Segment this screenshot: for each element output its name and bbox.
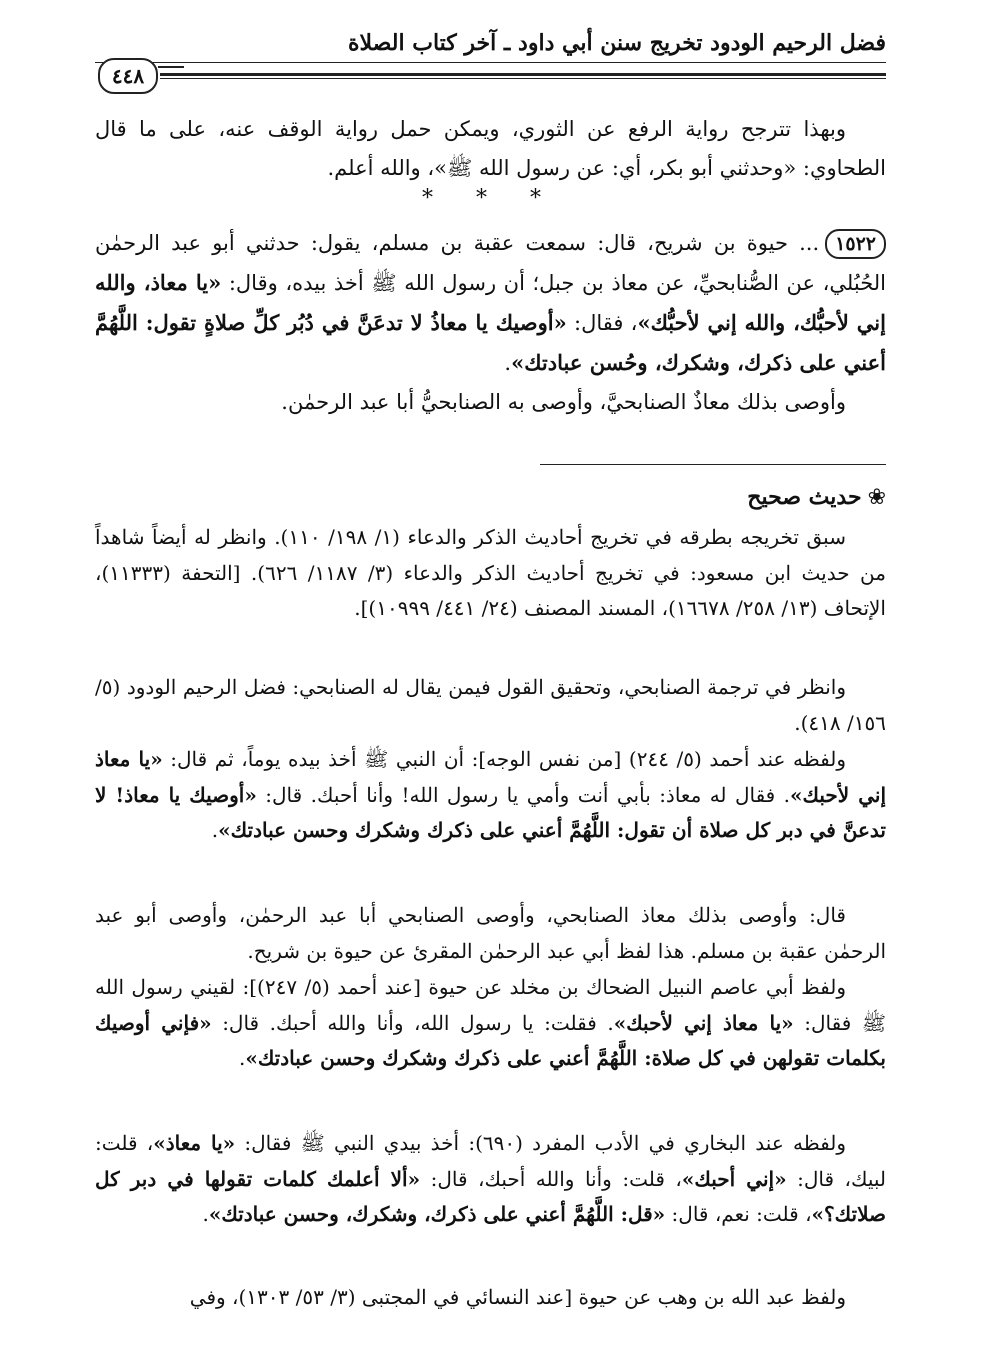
commentary-text-4: قال: وأوصى بذلك معاذ الصنابحي، وأوصى الصنابحي أبا عبد الرحمٰن، وأوصى أبو عبد الرحمٰن عقبة بن مسلم. هذا لفظ أبي عبد الرحمٰن المقرئ عن حيوة بن شريح. — [95, 903, 886, 963]
commentary-paragraph-4 — [95, 898, 886, 969]
hadith-block — [95, 224, 886, 422]
commentary-text-5 — [95, 970, 886, 1077]
commentary-paragraph-3 — [95, 742, 886, 849]
c5-text-a: ولفظ أبي عاصم النبيل الضحاك بن مخلد عن حيوة [عند أحمد (٥/ ٢٤٧)]: لقيني رسول الله ﷺ فقال: — [95, 975, 886, 1035]
c5-text-d: . — [238, 1046, 246, 1070]
hadith-text — [95, 224, 886, 383]
hadith-number-badge: ١٥٢٢ — [825, 229, 886, 259]
commentary-paragraph-6 — [95, 1126, 886, 1233]
intro-paragraph — [95, 110, 886, 188]
hadith-end: . — [504, 351, 512, 375]
intro-text: وبهذا تترجح رواية الرفع عن الثوري، ويمكن حمل رواية الوقف عنه، على ما قال الطحاوي: «وحدثني أبو بكر، أي: عن رسول الله ﷺ»، والله أعلم. — [95, 117, 886, 180]
c6-quote-2: «إني أحبك» — [681, 1166, 787, 1191]
commentary-paragraph-7 — [95, 1280, 886, 1316]
grade-label: حديث صحيح — [747, 484, 862, 510]
c6-text-d: ، قلت: وأنا والله أحبك، قال: — [420, 1166, 682, 1191]
c3-text-a: ولفظه عند أحمد (٥/ ٢٤٤) [من نفس الوجه]: أن النبي ﷺ أخذ بيده يوماً، ثم قال: — [162, 747, 846, 771]
commentary-paragraph-2 — [95, 670, 886, 741]
c6-quote-4: «قل: اللَّهُمَّ أعني على ذكرك، وشكرك، وحسن عبادتك» — [208, 1202, 666, 1226]
c6-text-e: ، قلت: نعم، قال: — [665, 1202, 812, 1226]
header-double-rule — [160, 73, 886, 76]
c6-text-f: . — [202, 1202, 209, 1226]
hadith-connector: ، فقال: — [566, 311, 638, 335]
hadith-quote-1: «يا معاذ، والله إني لأحبُّك، والله إني لأحبُّك» — [95, 270, 886, 335]
c6-text-a: ولفظه عند البخاري في الأدب المفرد (٦٩٠): أخذ بيدي النبي ﷺ فقال: — [235, 1131, 847, 1155]
c5-quote-1: «يا معاذ إني لأحبك» — [613, 1010, 794, 1035]
commentary-text-3 — [95, 742, 886, 849]
c6-text-c: ، قلت: لبيك، قال: — [95, 1131, 886, 1191]
c3-text-d: . — [211, 818, 219, 842]
header-rule — [95, 62, 886, 63]
header-double-rule-thin — [160, 78, 886, 79]
hadith-quote-2: «أوصيك يا معاذُ لا تدعَنَّ في دُبُر كلِّ صلاةٍ تقول: اللَّهُمَّ أعني على ذكرك، وشكرك، وحُسن عبادتك» — [95, 310, 886, 375]
c5-quote-2: «فإني أوصيك بكلمات تقولهن في كل صلاة: اللَّهُمَّ أعني على ذكرك وشكرك وحسن عبادتك» — [95, 1010, 886, 1070]
page-number: ٤٤٨ — [98, 58, 158, 94]
c3-quote-1: «يا معاذ إني لأحبك» — [95, 747, 887, 807]
c5-text-c: . فقلت: يا رسول الله، وأنا والله أحبك. قال: — [211, 1010, 614, 1035]
commentary-text-6 — [95, 1126, 886, 1233]
commentary-text-2: وانظر في ترجمة الصنابحي، وتحقيق القول فيمن يقال له الصنابحي: فضل الرحيم الودود (٥/ ١٥٦/ ٤١٨). — [95, 675, 886, 735]
flower-ornament-icon: ❀ — [867, 485, 886, 510]
commentary-paragraph-5 — [95, 970, 886, 1077]
commentary-paragraph-1 — [95, 520, 886, 627]
commentary-text-7: ولفظ عبد الله بن وهب عن حيوة [عند النسائي في المجتبى (٣/ ٥٣/ ١٣٠٣)، وفي — [189, 1285, 846, 1309]
running-header-title: فضل الرحيم الودود تخريج سنن أبي داود ـ آخر كتاب الصلاة — [348, 30, 886, 56]
c3-text-c: . فقال له معاذ: بأبي أنت وأمي يا رسول الله! وأنا أحبك. قال: — [256, 782, 791, 807]
hadith-isnad: ... حيوة بن شريح، قال: سمعت عقبة بن مسلم، يقول: حدثني أبو عبد الرحمٰن الحُبُلي، عن الصُّنابحيِّ، عن معاذ بن جبل؛ أن رسول الله ﷺ أخذ بيده، وقال: — [95, 231, 887, 295]
commentary-text-1: سبق تخريجه بطرقه في تخريج أحاديث الذكر والدعاء (١/ ١٩٨/ ١١٠). وانظر له أيضاً شاهداً من حديث ابن مسعود: في تخريج أحاديث الذكر والدعاء (٣/ ١١٨٧/ ٦٢٦). [التحفة (١١٣٣٣)، الإتحاف (١٣/ ٢٥٨/ ١٦٦٧٨)، المسند المصنف (٢٤/ ٤٤١/ ١٠٩٩٩)]. — [95, 525, 886, 620]
hadith-closing: وأوصى بذلك معاذٌ الصنابحيَّ، وأوصى به الصنابحيُّ أبا عبد الرحمٰن. — [281, 390, 846, 414]
footnote-divider — [540, 464, 886, 465]
hadith-grade — [747, 482, 886, 513]
page-number-ornament — [158, 66, 184, 68]
c6-quote-1: «يا معاذ» — [153, 1131, 236, 1155]
c6-quote-3: «ألا أعلمك كلمات تقولها في دبر كل صلاتك؟» — [95, 1166, 886, 1226]
c3-quote-2: «أوصيك يا معاذ! لا تدعنَّ في دبر كل صلاة أن تقول: اللَّهُمَّ أعني على ذكرك وشكرك وحسن عبادتك» — [95, 782, 886, 842]
section-separator: * * * — [422, 186, 559, 211]
